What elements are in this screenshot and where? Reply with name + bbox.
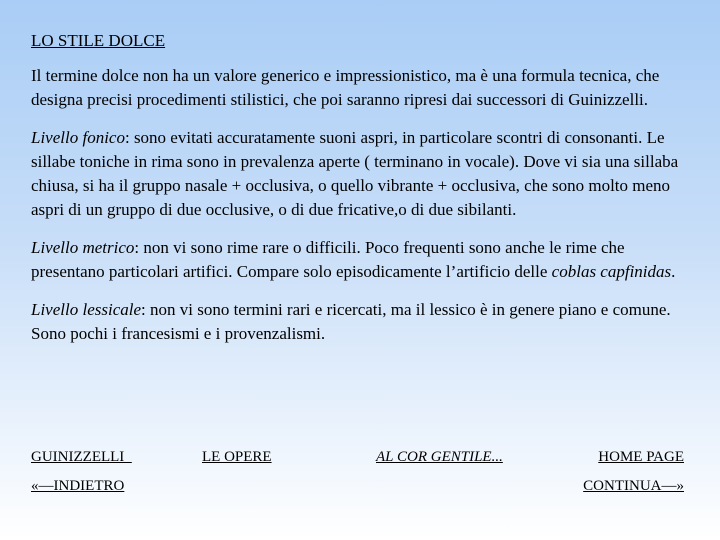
paragraph-livello-lessicale <box>31 298 696 346</box>
label-livello-lessicale: Livello lessicale <box>31 300 142 319</box>
link-al-cor-gentile[interactable]: AL COR GENTILE... <box>376 449 503 465</box>
label-livello-metrico: Livello metrico <box>31 238 135 257</box>
text-livello-lessicale: : non vi sono termini rari e ricercati, ma il lessico è in genere piano e comune. Sono pochi i francesismi e i provenzalismi. <box>31 300 671 343</box>
text-livello-fonico: : sono evitati accuratamente suoni aspri, in particolare scontri di consonanti. Le sillabe toniche in rima sono in prevalenza aperte ( terminano in vocale). Dove vi sia una sillaba chiusa, si ha il gruppo nasale + occlusiva, o quello vibrante + occlusiva, che sono molto meno aspri di un gruppo di due occlusive, o di due fricative,o di due sibilanti. <box>31 128 679 219</box>
intro-paragraph: Il termine dolce non ha un valore generico e impressionistico, ma è una formula tecnica, che designa precisi procedimenti stilistici, che poi saranno ripresi dai successori di Guinizzelli. <box>31 66 660 109</box>
nav-row-primary <box>31 449 684 469</box>
label-livello-fonico: Livello fonico <box>31 128 125 147</box>
text-livello-metrico-tail: . <box>671 262 676 281</box>
link-continua[interactable]: CONTINUA—» <box>583 478 684 494</box>
link-home-page[interactable]: HOME PAGE <box>598 449 684 465</box>
link-guinizzelli[interactable]: GUINIZZELLI <box>31 449 132 465</box>
link-indietro[interactable]: «—INDIETRO <box>31 478 125 494</box>
main-content <box>31 30 696 360</box>
paragraph-livello-fonico <box>31 126 696 222</box>
term-coblas-capfinidas: coblas capfinidas <box>551 262 672 281</box>
nav-row-secondary <box>31 478 684 498</box>
paragraph-livello-metrico <box>31 236 696 284</box>
text-livello-metrico: : non vi sono rime rare o difficili. Poco frequenti sono anche le rime che presentano particolari artifici. Compare solo episodicamente l’artificio delle <box>31 238 625 281</box>
page-title: LO STILE DOLCE <box>31 31 166 50</box>
link-le-opere[interactable]: LE OPERE <box>202 449 272 465</box>
